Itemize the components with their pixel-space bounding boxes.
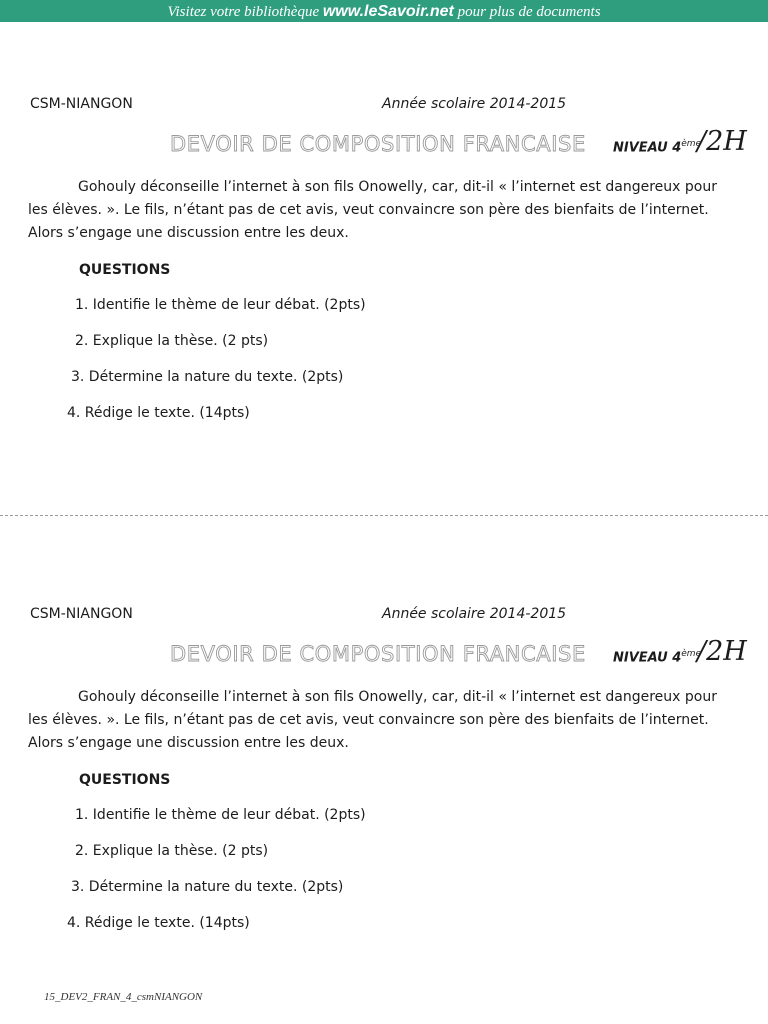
- banner-text-after: pour plus de documents: [457, 4, 601, 20]
- level-text: NIVEAU 4: [613, 140, 682, 156]
- banner-text-before: Visitez votre bibliothèque: [167, 4, 320, 20]
- school-name: CSM-NIANGON: [30, 606, 133, 622]
- question-item: 3. Détermine la nature du texte. (2pts): [71, 369, 344, 385]
- exam-title: DEVOIR DE COMPOSITION FRANCAISE: [170, 132, 586, 156]
- question-item: 1. Identifie le thème de leur débat. (2pts): [75, 297, 366, 313]
- question-item: 3. Détermine la nature du texte. (2pts): [71, 879, 344, 895]
- exam-duration: /2H: [697, 636, 747, 667]
- level-superscript: ème: [681, 649, 702, 659]
- exam-duration: /2H: [697, 126, 747, 157]
- school-year: Année scolaire 2014-2015: [382, 606, 567, 622]
- level-label: [613, 139, 701, 155]
- intro-paragraph: Gohouly déconseille l’internet à son fils Onowelly, car, dit-il « l’internet est dangereux pour les élèves. ». Le fils, n’étant pas de cet avis, veut convaincre son père des bienfaits de l’internet. Alors s’engage une discussion entre les deux.: [28, 689, 717, 751]
- question-item: 2. Explique la thèse. (2 pts): [75, 843, 269, 859]
- question-item: 4. Rédige le texte. (14pts): [67, 915, 250, 931]
- level-superscript: ème: [681, 139, 702, 149]
- exam-title: DEVOIR DE COMPOSITION FRANCAISE: [170, 642, 586, 666]
- level-label: [613, 649, 701, 665]
- question-item: 1. Identifie le thème de leur débat. (2pts): [75, 807, 366, 823]
- level-text: NIVEAU 4: [613, 650, 682, 666]
- page-divider: [0, 515, 768, 516]
- question-item: 4. Rédige le texte. (14pts): [67, 405, 250, 421]
- question-item: 2. Explique la thèse. (2 pts): [75, 333, 269, 349]
- school-name: CSM-NIANGON: [30, 96, 133, 112]
- questions-heading: QUESTIONS: [79, 772, 171, 788]
- intro-paragraph: Gohouly déconseille l’internet à son fils Onowelly, car, dit-il « l’internet est dangereux pour les élèves. ». Le fils, n’étant pas de cet avis, veut convaincre son père des bienfaits de l’internet. Alors s’engage une discussion entre les deux.: [28, 179, 717, 241]
- document-footer: 15_DEV2_FRAN_4_csmNIANGON: [44, 991, 203, 1003]
- school-year: Année scolaire 2014-2015: [382, 96, 567, 112]
- site-banner[interactable]: [0, 0, 768, 22]
- exam-copy-1: [0, 96, 768, 496]
- exam-copy-2: [0, 606, 768, 1006]
- questions-heading: QUESTIONS: [79, 262, 171, 278]
- banner-site-link[interactable]: www.leSavoir.net: [322, 3, 454, 20]
